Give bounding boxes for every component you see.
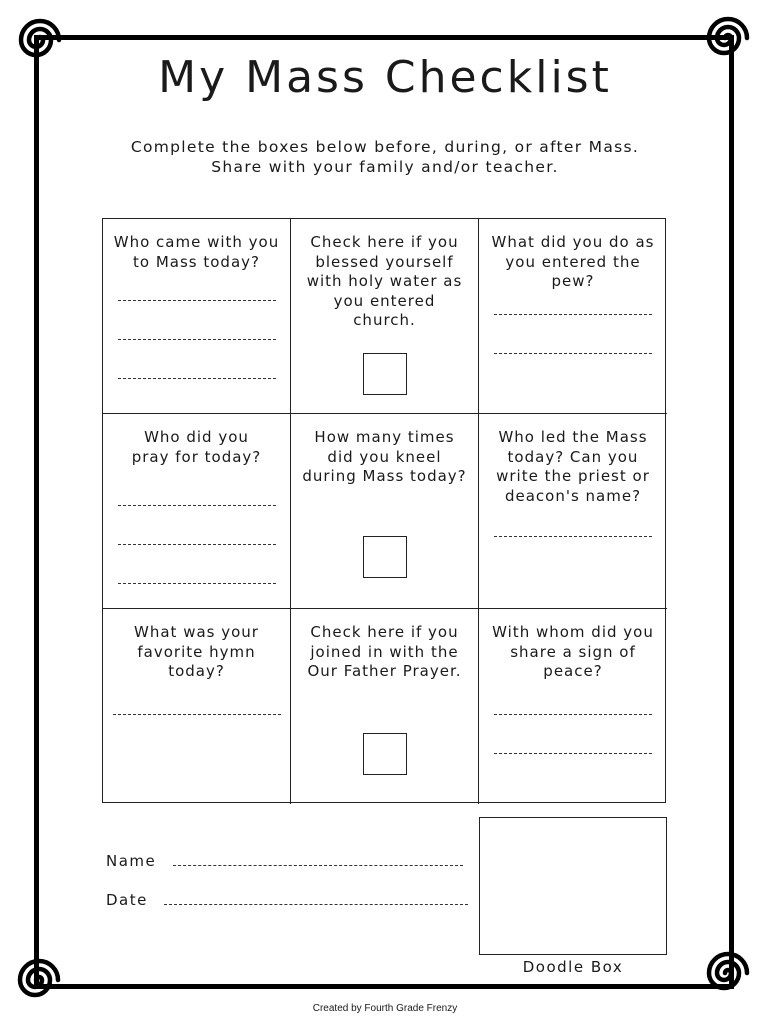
- date-line[interactable]: [164, 892, 468, 905]
- checklist-cell: [103, 609, 291, 804]
- cell-question: Who led the Mass today? Can you write the priest or deacon's name?: [496, 428, 650, 505]
- checklist-cell: [291, 219, 479, 414]
- name-field[interactable]: [106, 852, 463, 870]
- cell-question: Who came with you to Mass today?: [113, 233, 280, 271]
- name-line[interactable]: [173, 853, 463, 866]
- date-field[interactable]: [106, 891, 468, 909]
- credit-text: Created by Fourth Grade Frenzy: [312, 1003, 458, 1014]
- answer-line[interactable]: [118, 544, 276, 545]
- answer-line[interactable]: [118, 339, 276, 340]
- checklist-cell: [479, 414, 667, 609]
- cell-question: What did you do as you entered the pew?: [491, 233, 655, 290]
- cell-question: What was your favorite hymn today?: [134, 623, 259, 680]
- cell-question: Who did you pray for today?: [131, 428, 262, 466]
- cell-question: How many times did you kneel during Mass today?: [302, 428, 467, 485]
- cell-question: Check here if you blessed yourself with holy water as you entered church.: [306, 233, 463, 329]
- answer-line[interactable]: [494, 353, 652, 354]
- checklist-cell: [479, 219, 667, 414]
- checklist-grid: [102, 218, 666, 803]
- instructions-line-1: Complete the boxes below before, during, or after Mass.: [130, 138, 640, 156]
- instructions-line-2: Share with your family and/or teacher.: [211, 158, 559, 176]
- checkbox[interactable]: [363, 353, 407, 395]
- doodle-box[interactable]: [479, 817, 667, 955]
- checklist-cell: [103, 414, 291, 609]
- checklist-cell: [479, 609, 667, 804]
- checkbox[interactable]: [363, 536, 407, 578]
- swirl-decoration-bottom-right: [703, 948, 753, 998]
- answer-line[interactable]: [494, 314, 652, 315]
- page-title: My Mass Checklist: [158, 52, 612, 103]
- checkbox[interactable]: [363, 733, 407, 775]
- answer-line[interactable]: [118, 505, 276, 506]
- cell-question: With whom did you share a sign of peace?: [492, 623, 654, 680]
- answer-line[interactable]: [113, 714, 281, 715]
- answer-line[interactable]: [494, 753, 652, 754]
- checklist-cell: [291, 609, 479, 804]
- answer-line[interactable]: [494, 714, 652, 715]
- instructions: [0, 137, 770, 177]
- swirl-decoration-bottom-left: [14, 955, 64, 1005]
- date-label: Date: [106, 891, 148, 909]
- answer-line[interactable]: [118, 300, 276, 301]
- cell-question: Check here if you joined in with the Our Father Prayer.: [307, 623, 462, 680]
- answer-line[interactable]: [118, 583, 276, 584]
- answer-line[interactable]: [118, 378, 276, 379]
- checklist-cell: [291, 414, 479, 609]
- answer-line[interactable]: [494, 536, 652, 537]
- checklist-cell: [103, 219, 291, 414]
- name-label: Name: [106, 852, 157, 870]
- doodle-box-label: Doodle Box: [522, 958, 624, 976]
